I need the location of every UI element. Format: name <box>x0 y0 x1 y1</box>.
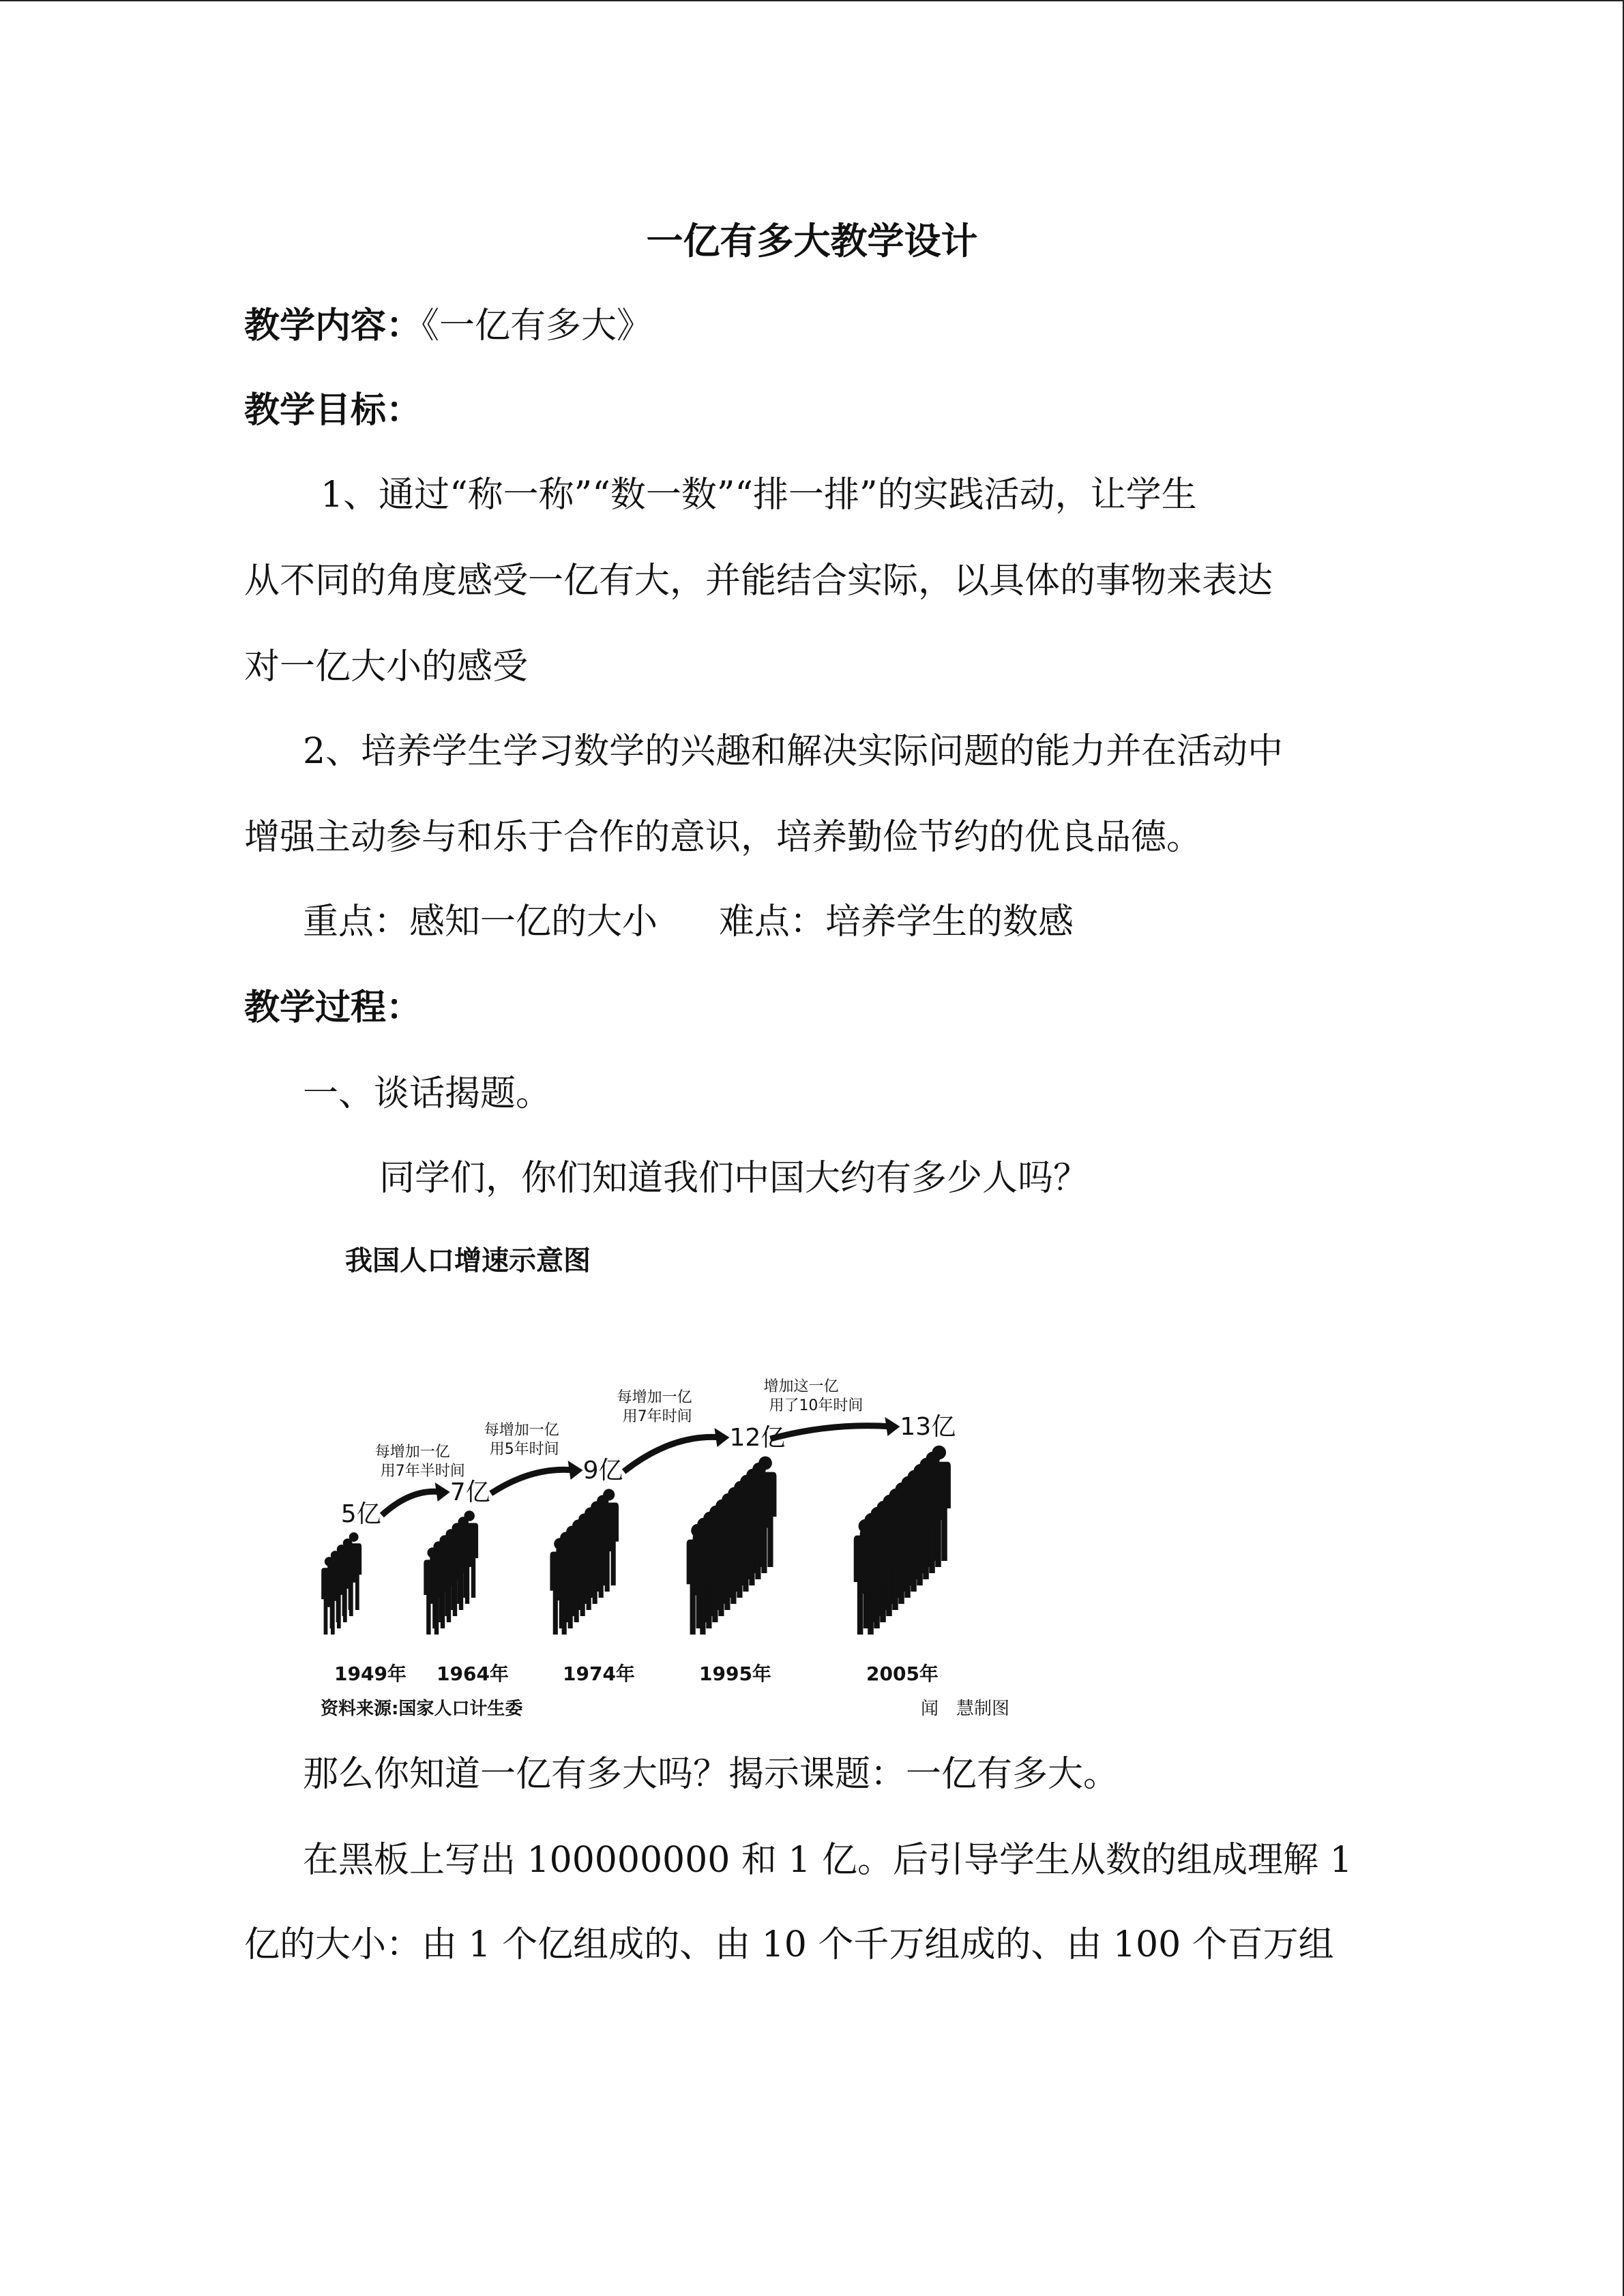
growth-arrow-head <box>885 1417 900 1436</box>
figure-credit: 闻 慧制图 <box>921 1699 1010 1719</box>
goal1-line-3: 对一亿大小的感受 <box>244 646 529 687</box>
goal2-line-2: 增强主动参与和乐于合作的意识，培养勤俭节约的优良品德。 <box>244 817 1202 858</box>
content-line <box>244 299 652 353</box>
arrow-note-line-2: 用7年半时间 <box>380 1463 465 1480</box>
goal1-line-2: 从不同的角度感受一亿有大，并能结合实际，以具体的事物来表达 <box>244 561 1273 601</box>
key-point: 重点：感知一亿的大小 <box>303 901 658 942</box>
figure-source: 资料来源:国家人口计生委 <box>321 1699 523 1719</box>
arrow-note-line-1: 每增加一亿 <box>617 1389 692 1406</box>
arrow-note-line-1: 增加这一亿 <box>763 1378 839 1395</box>
content-value: 《一亿有多大》 <box>422 305 653 346</box>
stage-value-label: 7亿 <box>449 1478 490 1506</box>
population-figure-svg <box>307 1229 1030 1733</box>
person-mark <box>321 1557 337 1635</box>
stage-value-label: 5亿 <box>340 1500 381 1528</box>
stage-year-label: 1995年 <box>699 1663 771 1685</box>
stage-value-label: 12亿 <box>729 1424 786 1452</box>
arrow-note-line-2: 用7年时间 <box>622 1408 692 1425</box>
crowd-3 <box>550 1489 619 1635</box>
arrow-note-line-2: 用了10年时间 <box>769 1397 863 1414</box>
arrow-note-line-1: 每增加一亿 <box>374 1444 450 1461</box>
growth-arrow <box>491 1470 575 1493</box>
stage-value-label: 13亿 <box>900 1413 956 1441</box>
stage-year-label: 1949年 <box>334 1663 407 1685</box>
growth-arrow-head <box>714 1428 729 1447</box>
figure-title: 我国人口增速示意图 <box>345 1245 591 1277</box>
content-label: 教学内容： <box>244 305 422 346</box>
crowd-4 <box>687 1457 777 1635</box>
population-growth-figure <box>307 1229 1030 1733</box>
arrow-note-line-2: 用5年时间 <box>489 1441 559 1458</box>
key-points-line <box>303 895 1074 949</box>
growth-arrow <box>382 1491 442 1515</box>
crowd-5 <box>854 1446 951 1635</box>
stage-year-label: 2005年 <box>866 1663 939 1685</box>
arrow-note-line-1: 每增加一亿 <box>484 1422 559 1439</box>
goal-heading: 教学目标： <box>244 390 422 431</box>
growth-arrow-head <box>435 1482 450 1502</box>
growth-arrow-head <box>568 1461 583 1480</box>
after-figure-line-3: 亿的大小：由 1 个亿组成的、由 10 个千万组成的、由 100 个百万组 <box>244 1924 1334 1965</box>
stage-year-label: 1964年 <box>437 1663 509 1685</box>
question-line: 同学们，你们知道我们中国大约有多少人吗？ <box>379 1158 1089 1199</box>
after-figure-line-1: 那么你知道一亿有多大吗？揭示课题：一亿有多大。 <box>303 1754 1119 1795</box>
goal1-line-1: 1、通过“称一称”“数一数”“排一排”的实践活动，让学生 <box>321 475 1197 516</box>
document-title: 一亿有多大教学设计 <box>646 220 978 263</box>
process-heading: 教学过程： <box>244 987 422 1028</box>
goal2-line-1: 2、培养学生学习数学的兴趣和解决实际问题的能力并在活动中 <box>303 731 1284 772</box>
crowd-1 <box>321 1532 361 1635</box>
crowd-2 <box>424 1510 478 1635</box>
growth-arrow <box>770 1426 891 1439</box>
step1-heading: 一、谈话揭题。 <box>303 1073 552 1114</box>
stage-year-label: 1974年 <box>563 1663 635 1685</box>
stage-value-label: 9亿 <box>582 1457 623 1485</box>
growth-arrow <box>624 1437 722 1472</box>
after-figure-line-2: 在黑板上写出 100000000 和 1 亿。后引导学生从数的组成理解 1 <box>303 1840 1353 1881</box>
difficulty-point: 难点：培养学生的数感 <box>719 901 1074 942</box>
